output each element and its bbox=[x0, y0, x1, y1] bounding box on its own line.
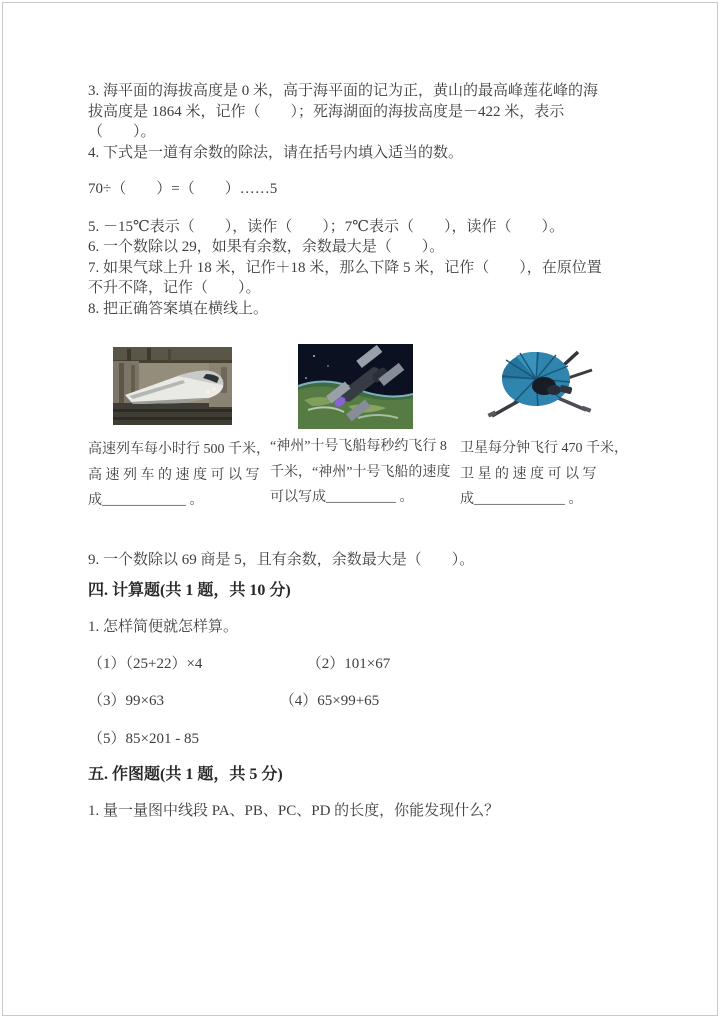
train-caption-line-1: 高速列车每小时行 500 千米， bbox=[88, 442, 270, 457]
calc-problem-4: （4）65×99+65 bbox=[279, 693, 380, 709]
section-4-intro: 1. 怎样简便就怎样算。 bbox=[88, 619, 239, 635]
high-speed-train-image bbox=[113, 347, 232, 425]
question-8-figures bbox=[88, 344, 634, 514]
satellite-caption bbox=[460, 436, 634, 513]
section-5-question-1: 1. 量一量图中线段 PA、PB、PC、PD 的长度，你能发现什么？ bbox=[88, 803, 500, 819]
satellite-photo bbox=[460, 346, 634, 434]
question-3-line-1: 3. 海平面的海拔高度是 0 米，高于海平面的记为正，黄山的最高峰莲花峰的海 bbox=[88, 83, 599, 99]
spacecraft-caption bbox=[270, 434, 460, 511]
calc-problem-3: （3）99×63 bbox=[88, 693, 164, 709]
satellite-caption-line-2: 卫 星 的 速 度 可 以 写 bbox=[460, 466, 597, 482]
question-7-line-2: 不升不降，记作（ ）。 bbox=[88, 280, 261, 296]
question-9-text: 9. 一个数除以 69 商是 5，且有余数，余数最大是（ ）。 bbox=[88, 551, 475, 568]
spacecraft-caption-line-2: 千米，“神州”十号飞船的速度 bbox=[270, 464, 451, 480]
train-caption bbox=[88, 437, 270, 514]
figure-spacecraft bbox=[270, 344, 460, 514]
section-4-heading: 四. 计算题(共 1 题，共 10 分) bbox=[88, 582, 291, 599]
train-caption-line-2: 高 速 列 车 的 速 度 可 以 写 bbox=[88, 467, 260, 483]
question-5-text: 5. －15℃表示（ ），读作（ ）；7℃表示（ ），读作（ ）。 bbox=[88, 218, 565, 235]
high-speed-train-photo bbox=[88, 347, 270, 435]
calc-row-2 bbox=[88, 691, 634, 712]
section-5-heading: 五. 作图题(共 1 题，共 5 分) bbox=[88, 766, 283, 783]
figure-satellite bbox=[460, 344, 634, 514]
calc-row-3 bbox=[88, 729, 634, 750]
calc-problem-1: （1）（25+22）×4 bbox=[88, 655, 203, 672]
figure-train bbox=[88, 344, 270, 514]
question-8-text: 8. 把正确答案填在横线上。 bbox=[88, 300, 269, 317]
satellite-image bbox=[476, 346, 606, 426]
worksheet-content bbox=[88, 81, 634, 822]
question-4-text: 4. 下式是一道有余数的除法，请在括号内填入适当的数。 bbox=[88, 144, 464, 161]
calc-problem-2: （2）101×67 bbox=[306, 655, 391, 672]
question-7-line-1: 7. 如果气球上升 18 米，记作＋18 米，那么下降 5 米，记作（ ），在原位置 bbox=[88, 259, 602, 276]
question-3-line-3: （ ）。 bbox=[88, 124, 156, 140]
question-4-formula: 70÷（ ）=（ ）……5 bbox=[88, 181, 278, 197]
question-6-text: 6. 一个数除以 29，如果有余数，余数最大是（ ）。 bbox=[88, 239, 445, 255]
satellite-caption-line-1: 卫星每分钟飞行 470 千米， bbox=[460, 441, 628, 456]
calc-row-1 bbox=[88, 654, 634, 675]
shenzhou-spacecraft-image bbox=[298, 344, 413, 429]
calc-problem-5: （5）85×201 - 85 bbox=[88, 730, 199, 747]
question-3-line-2: 拔高度是 1864 米，记作（ ）；死海湖面的海拔高度是－422 米，表示 bbox=[88, 103, 565, 120]
spacecraft-caption-line-3: 可以写成__________ 。 bbox=[270, 490, 414, 505]
shenzhou-spacecraft-photo bbox=[270, 344, 460, 432]
spacecraft-caption-line-1: “神州”十号飞船每秒约飞行 8 bbox=[270, 439, 447, 454]
satellite-caption-line-3: 成_____________ 。 bbox=[460, 492, 583, 507]
train-caption-line-3: 成____________ 。 bbox=[88, 493, 204, 508]
